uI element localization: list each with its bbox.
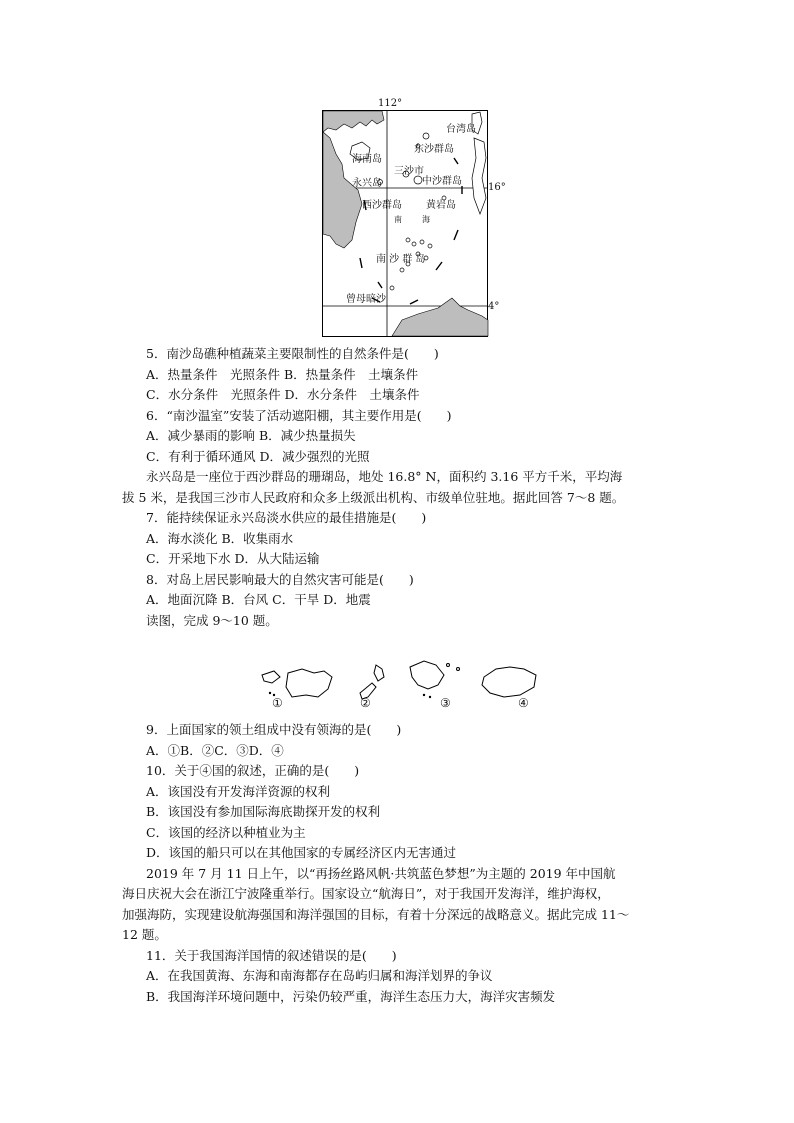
q11-option-b: B．我国海洋环境问题中，污染仍较严重，海洋生态压力大，海洋灾害频发 xyxy=(146,988,556,1004)
q10-option-b: B．该国没有参加国际海底勘探开发的权利 xyxy=(146,804,381,819)
q7-options-ab: A．海水淡化 B．收集雨水 xyxy=(146,530,294,546)
question-10: 10．关于④国的叙述，正确的是( ) xyxy=(146,763,360,778)
label-hai: 海 xyxy=(422,215,430,224)
question-11: 11．关于我国海洋国情的叙述错误的是( ) xyxy=(146,947,397,963)
q6-options-ab: A．减少暴雨的影响 B．减少热量损失 xyxy=(146,428,356,443)
outline-label-2: ② xyxy=(360,696,371,710)
navigation-day-paragraph-line1: 2019 年 7 月 11 日上午，以“再扬丝路风帆·共筑蓝色梦想”为主题的 2019 年中国航 xyxy=(146,865,616,881)
label-huangyan: 黄岩岛 xyxy=(426,200,456,211)
question-5: 5．南沙岛礁种植蔬菜主要限制性的自然条件是( ) xyxy=(146,346,439,361)
question-9: 9．上面国家的领土组成中没有领海的是( ) xyxy=(146,722,402,737)
q10-option-a: A．该国没有开发海洋资源的权利 xyxy=(146,783,331,799)
label-taiwan: 台湾岛 xyxy=(446,124,476,135)
country-2-outline xyxy=(374,665,384,681)
label-dongsha: 东沙群岛 xyxy=(414,144,454,155)
q9-options: A．①B．②C．③D．④ xyxy=(146,742,284,758)
label-zengmu: 曾母暗沙 xyxy=(346,294,386,305)
navigation-day-paragraph-line2: 海日庆祝大会在浙江宁波隆重举行。国家设立“航海日”，对于我国开发海洋，维护海权， xyxy=(122,886,610,901)
question-block-2 xyxy=(122,720,666,1007)
country-3-outline xyxy=(410,661,444,689)
q10-option-c: C．该国的经济以种植业为主 xyxy=(146,824,306,840)
q10-option-d: D．该国的船只可以在其他国家的专属经济区内无害通过 xyxy=(146,845,457,860)
country-1-outline xyxy=(286,669,332,697)
country-4-outline xyxy=(482,667,536,697)
navigation-day-paragraph-line3: 加强海防，实现建设航海强国和海洋强国的目标，有着十分深远的战略意义。据此完成 11～ xyxy=(122,906,630,922)
yongxing-paragraph-line2: 拔 5 米，是我国三沙市人民政府和众多上级派出机构、市级单位驻地。据此回答 7～8 题。 xyxy=(122,489,625,505)
label-zhongsha: 中沙群岛 xyxy=(422,176,462,187)
q5-options-ab: A．热量条件 光照条件 B．热量条件 土壤条件 xyxy=(146,366,419,382)
navigation-day-paragraph-line4: 12 题。 xyxy=(122,927,167,942)
q7-options-cd: C．开采地下水 D．从大陆运输 xyxy=(146,551,320,566)
longitude-label-112: 112° xyxy=(378,98,403,109)
q11-option-a: A．在我国黄海、东海和南海都存在岛屿归属和海洋划界的争议 xyxy=(146,968,493,983)
label-nansha: 南 沙 群 岛 xyxy=(376,254,426,265)
outline-label-4: ④ xyxy=(518,696,529,710)
latitude-label-4: 4° xyxy=(488,301,500,312)
question-6: 6．“南沙温室”安装了活动遮阳棚，其主要作用是( ) xyxy=(146,407,452,423)
question-block-1 xyxy=(122,344,666,631)
latitude-label-16: 16° xyxy=(488,182,506,193)
question-7: 7．能持续保证永兴岛淡水供应的最佳措施是( ) xyxy=(146,510,427,525)
q8-options: A．地面沉降 B．台风 C．干旱 D．地震 xyxy=(146,592,371,607)
q6-options-cd: C．有利于循环通风 D．减少强烈的光照 xyxy=(146,448,370,464)
label-xisha: 西沙群岛 xyxy=(362,200,402,211)
label-sansha: 三沙市 xyxy=(394,166,424,177)
label-nan: 南 xyxy=(394,215,402,224)
read-figure-instruction: 读图，完成 9～10 题。 xyxy=(146,612,278,628)
outline-label-3: ③ xyxy=(440,696,451,710)
yongxing-paragraph-line1: 永兴岛是一座位于西沙群岛的珊瑚岛，地处 16.8° N，面积约 3.16 平方千米，平均海 xyxy=(146,469,623,484)
country-outlines-figure xyxy=(258,645,538,715)
outline-label-1: ① xyxy=(272,696,283,710)
label-hainan: 海南岛 xyxy=(352,154,382,165)
label-yongxing: 永兴岛 xyxy=(352,178,382,189)
q5-options-cd: C．水分条件 光照条件 D．水分条件 土壤条件 xyxy=(146,387,420,402)
south-china-sea-map xyxy=(322,98,506,338)
question-8: 8．对岛上居民影响最大的自然灾害可能是( ) xyxy=(146,571,414,587)
